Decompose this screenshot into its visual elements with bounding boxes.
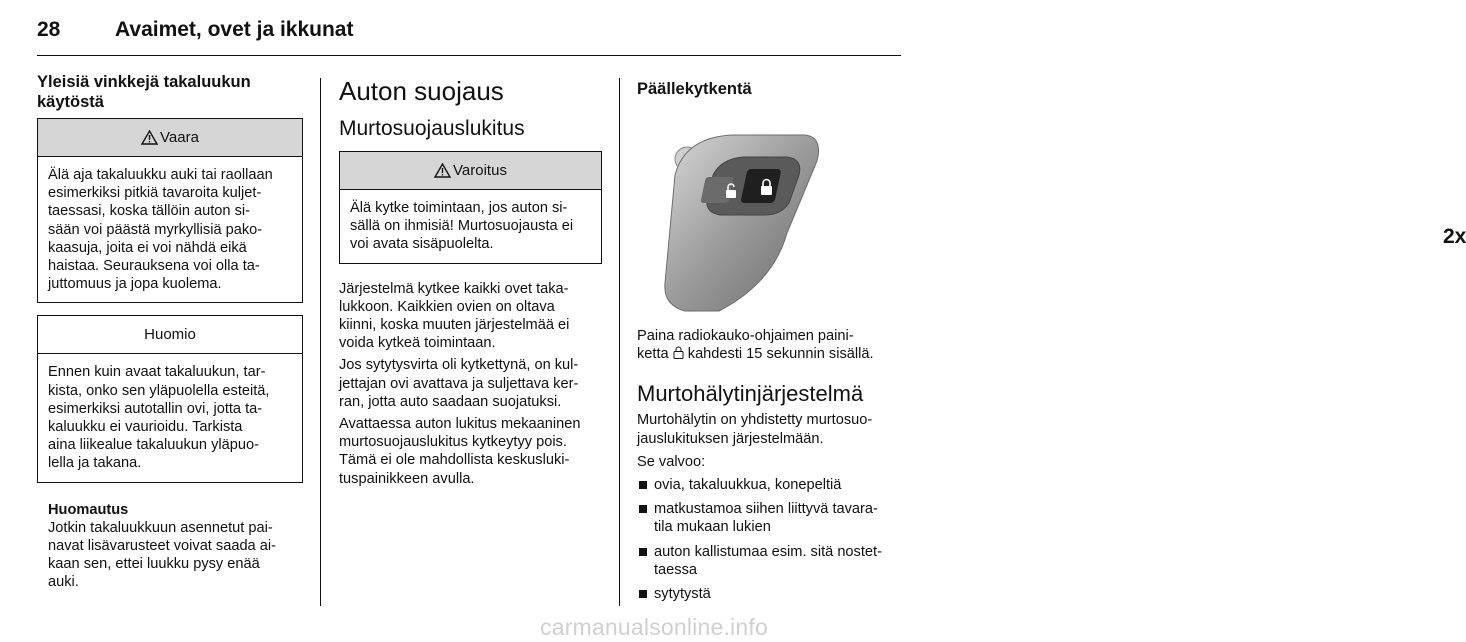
list-item: ovia, takaluukkua, konepeltiä — [637, 476, 909, 494]
column-2 — [339, 76, 602, 488]
monitored-items-list — [637, 476, 909, 603]
note-block: Huomautus Jotkin takaluukkuun asennetut pai- navat lisävarusteet voivat saada ai- kaan sen, ettei luukku pysy enää auki. — [37, 501, 303, 592]
alarm-section-title: Murtohälytinjärjestelmä — [637, 381, 864, 407]
danger-box-header — [38, 119, 302, 157]
section-heading-tips: Yleisiä vinkkejä takaluukun käytöstä — [37, 73, 251, 111]
warning-box-header — [340, 152, 601, 190]
caution-box-body: Ennen kuin avaat takaluukun, tar- kista, onko sen yläpuolella esteitä, esimerkiksi autotallin ovi, jotta ta- kaluukku ei vaurioidu. Tarkista aina liikealue takaluukun yläpuo- lella ja takana. — [48, 364, 270, 472]
warning-box — [339, 151, 602, 264]
paragraph-3: Avattaessa auton lukitus mekaaninen murtosuojauslukitus kytkeytyy pois. Tämä ei ole mahdollista keskusluki- tuspainikkeen avulla. — [339, 416, 581, 487]
press-twice-label: 2x — [1443, 225, 1466, 248]
subsection-heading-activation: Päällekytkentä — [637, 80, 752, 98]
danger-box — [37, 118, 303, 303]
remote-key-illustration — [655, 115, 1466, 315]
section-title: Auton suojaus — [339, 76, 504, 106]
paragraph-2: Jos sytytysvirta oli kytkettynä, on kul- jettajan ovi avattava ja suljettava ker- ran, jotta auto saadaan suojatuksi. — [339, 357, 579, 410]
activation-instruction: Paina radiokauko-ohjaimen paini- ketta kahdesti 15 sekunnin sisällä. — [637, 328, 874, 363]
page-number: 28 — [37, 18, 61, 41]
warning-box-title: Varoitus — [453, 162, 507, 179]
watermark: carmanualsonline.info — [540, 614, 768, 640]
paragraph-1: Järjestelmä kytkee kaikki ovet taka- lukkoon. Kaikkien ovien on oltava kiinni, koska muuten järjestelmää ei voida kytkeä toimintaan. — [339, 280, 570, 352]
remote-key-icon — [655, 115, 895, 315]
column-3 — [637, 79, 1466, 609]
column-1 — [37, 72, 303, 591]
caution-box-title: Huomio — [144, 326, 196, 344]
page-header — [37, 18, 353, 48]
danger-box-body: Älä aja takaluukku auki tai raollaan esimerkiksi pitkiä tavaroita kuljet- taessasi, koska tällöin auton si- sään voi päästä myrkyllisiä pako- kaasuja, joita ei voi nähdä eikä haistaa. Seurauksena voi olla ta- juttomuus ja jopa kuolema. — [48, 167, 273, 293]
chapter-title: Avaimet, ovet ja ikkunat — [115, 18, 354, 41]
column-divider-1 — [320, 78, 321, 606]
list-item: auton kallistumaa esim. sitä nostet- taessa — [637, 543, 909, 579]
warning-triangle-icon — [434, 163, 451, 178]
lock-icon — [673, 346, 684, 359]
danger-box-title: Vaara — [160, 129, 199, 146]
warning-triangle-icon — [141, 130, 158, 145]
warning-box-body: Älä kytke toimintaan, jos auton si- sällä on ihmisiä! Murtosuojausta ei voi avata sisäpuolelta. — [350, 200, 574, 253]
list-item: sytytystä — [637, 585, 909, 603]
column-divider-2 — [619, 78, 620, 606]
caution-box — [37, 315, 303, 482]
monitors-label: Se valvoo: — [637, 453, 706, 470]
header-rule — [37, 55, 901, 56]
note-title: Huomautus — [48, 501, 129, 518]
caution-box-header — [38, 316, 302, 354]
subsection-title: Murtosuojauslukitus — [339, 117, 525, 140]
alarm-paragraph: Murtohälytin on yhdistetty murtosuo- jauslukituksen järjestelmään. — [637, 412, 873, 447]
list-item: matkustamoa siihen liittyvä tavara- tila mukaan lukien — [637, 500, 909, 536]
